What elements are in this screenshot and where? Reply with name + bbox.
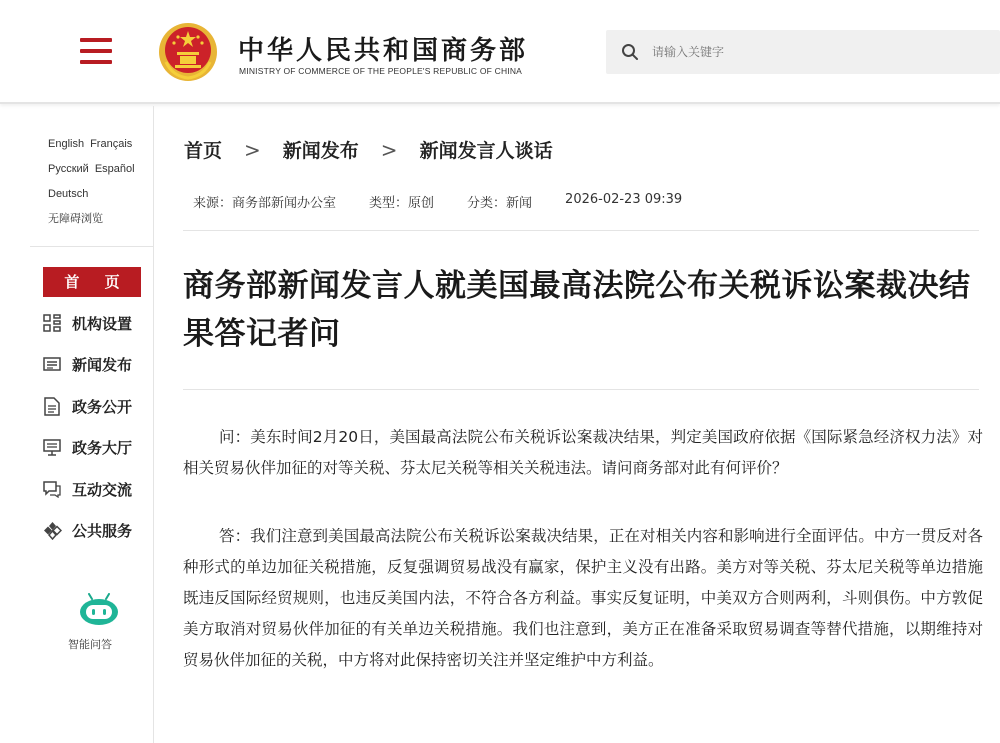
lang-spanish[interactable]: Español: [94, 163, 135, 175]
meta-category: 分类：新闻: [467, 196, 533, 211]
sidebar-item-affairs[interactable]: [42, 394, 132, 418]
home-button[interactable]: 首 页: [43, 267, 141, 297]
lang-german[interactable]: Deutsch: [48, 188, 89, 200]
chat-icon: [42, 479, 62, 499]
site-subtitle: MINISTRY OF COMMERCE OF THE PEOPLE'S REPUBLIC OF CHINA: [239, 66, 523, 76]
sidebar-item-hall[interactable]: [42, 435, 132, 459]
sidebar-item-label: 互动交流: [72, 480, 133, 499]
sidebar-item-label: 政务公开: [72, 397, 133, 416]
meta-datetime: 2026-02-23 09:39: [565, 192, 683, 207]
article-paragraph: 问：美东时间2月20日，美国最高法院公布关税诉讼案裁决结果，判定美国政府依据《国际紧急经济权力法》对相关贸易伙伴加征的对等关税、芬太尼关税等相关关税违法。请问商务部对此有何评价？: [183, 428, 983, 477]
sidebar-item-label: 政务大厅: [72, 438, 133, 457]
divider: [183, 230, 979, 231]
article-title: 商务部新闻发言人就美国最高法院公布关税诉讼案裁决结果答记者问: [183, 268, 971, 352]
sidebar-item-org[interactable]: [42, 311, 132, 335]
org-chart-icon: [42, 313, 62, 333]
search-icon[interactable]: [620, 42, 640, 62]
sidebar-item-news[interactable]: [42, 352, 132, 376]
assistant-label[interactable]: 智能问答: [68, 638, 112, 651]
search-input[interactable]: [652, 40, 972, 64]
sidebar: [0, 106, 154, 743]
meta-source: 来源：商务部新闻办公室: [193, 196, 337, 211]
national-emblem-icon[interactable]: [158, 22, 218, 82]
breadcrumb: [184, 136, 553, 163]
breadcrumb-spokesperson[interactable]: 新闻发言人谈话: [419, 140, 553, 162]
article-paragraph: 答：我们注意到美国最高法院公布关税诉讼案裁决结果，正在对相关内容和影响进行全面评估。中方一贯反对各种形式的单边加征关税措施，反复强调贸易战没有赢家，保护主义没有出路。美方对等关税、芬太尼关税等单边措施既违反国际经贸规则，也违反美国内法，不符合各方利益。事实反复证明，中美双方合则两利，斗则俱伤。中方敦促美方取消对贸易伙伴加征的有关单边关税措施。我们也注意到，美方正在准备采取贸易调查等替代措施，以期维持对贸易伙伴加征的关税，中方将对此保持密切关注并坚定维护中方利益。: [183, 527, 983, 669]
sidebar-item-interaction[interactable]: [42, 477, 132, 501]
breadcrumb-home[interactable]: 首页: [184, 140, 223, 162]
lang-english[interactable]: English: [48, 138, 85, 150]
article-meta: [193, 192, 715, 211]
chevron-right-icon: >: [244, 137, 261, 162]
chevron-right-icon: >: [380, 137, 398, 162]
document-icon: [42, 396, 62, 416]
accessibility-link[interactable]: 无障碍浏览: [48, 213, 103, 225]
news-icon: [42, 354, 62, 374]
lang-french[interactable]: Français: [90, 138, 133, 150]
public-service-icon: [42, 520, 62, 540]
sidebar-item-label: 新闻发布: [72, 355, 133, 374]
meta-type: 类型：原创: [369, 196, 435, 211]
language-links: [48, 132, 141, 232]
sidebar-item-public-service[interactable]: [42, 518, 132, 542]
lang-russian[interactable]: Русский: [48, 163, 89, 175]
breadcrumb-news[interactable]: 新闻发布: [282, 140, 359, 162]
site-title[interactable]: 中华人民共和国商务部: [238, 36, 529, 66]
sidebar-item-label: 机构设置: [72, 314, 133, 333]
search-box[interactable]: [606, 30, 1000, 74]
divider: [183, 389, 979, 390]
service-hall-icon: [42, 437, 62, 457]
robot-assistant-icon[interactable]: [78, 593, 120, 629]
sidebar-item-label: 公共服务: [72, 521, 133, 540]
menu-icon[interactable]: [80, 38, 112, 64]
sidebar-divider: [30, 246, 154, 247]
site-header: [0, 0, 1000, 104]
